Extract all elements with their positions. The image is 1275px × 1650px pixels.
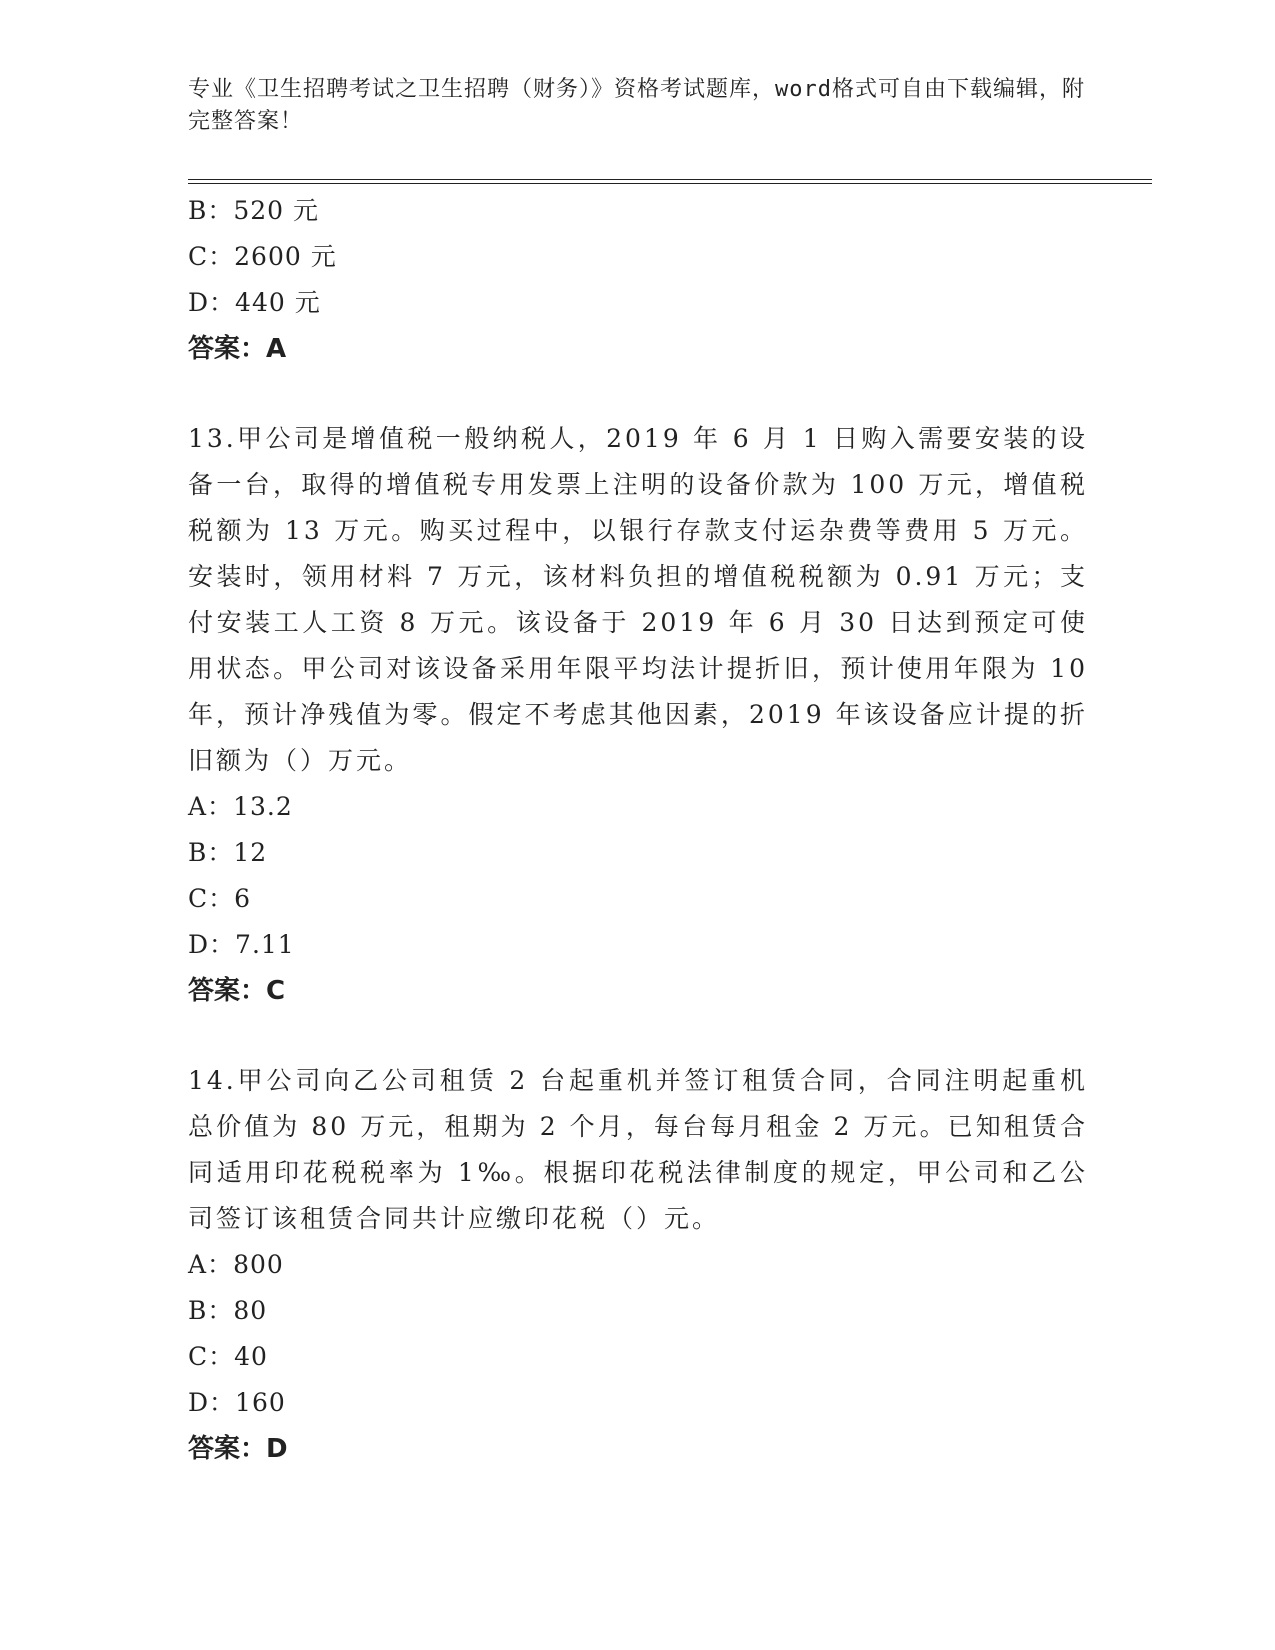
option-a xyxy=(188,784,1088,830)
option-text: 80 xyxy=(233,1296,268,1325)
option-letter: D： xyxy=(188,930,236,959)
option-letter: C： xyxy=(188,1342,235,1371)
answer-line: 答案：D xyxy=(188,1434,288,1464)
question-text: 14.甲公司向乙公司租赁 2 台起重机并签订租赁合同，合同注明起重机总价值为 80 万元，租期为 2 个月，每台每月租金 2 万元。已知租赁合同适用印花税税率为 1‰。根据印花税法律制度的规定，甲公司和乙公司签订该租赁合同共计应缴印花税（）元。 xyxy=(188,1066,1088,1233)
option-text: 40 xyxy=(234,1342,268,1371)
question-text: 13.甲公司是增值税一般纳税人，2019 年 6 月 1 日购入需要安装的设备一台，取得的增值税专用发票上注明的设备价款为 100 万元，增值税税额为 13 万元。购买过程中，以银行存款支付运杂费等费用 5 万元。安装时，领用材料 7 万元，该材料负担的增值税税额为 0.91 万元；支付安装工人工资 8 万元。该设备于 2019 年 6 月 30 日达到预定可使用状态。甲公司对该设备采用年限平均法计提折旧，预计使用年限为 10 年，预计净残值为零。假定不考虑其他因素，2019 年该设备应计提的折旧额为（）万元。 xyxy=(188,424,1088,775)
answer-line: 答案：A xyxy=(188,334,287,364)
option-letter: D： xyxy=(188,1388,236,1417)
option-letter: A： xyxy=(188,1250,234,1279)
option-letter: B： xyxy=(188,196,234,225)
option-c xyxy=(188,876,1088,922)
question-14 xyxy=(188,1058,1088,1472)
option-b xyxy=(188,1288,1088,1334)
question-13 xyxy=(188,416,1088,1014)
option-letter: C： xyxy=(188,242,235,271)
option-c xyxy=(188,234,1088,280)
header-divider-top xyxy=(188,179,1152,180)
spacer xyxy=(188,1014,1088,1058)
option-d xyxy=(188,922,1088,968)
document-header: 专业《卫生招聘考试之卫生招聘（财务）》资格考试题库，word格式可自由下载编辑，附完整答案！ xyxy=(188,77,1085,134)
spacer xyxy=(188,372,1088,416)
option-letter: B： xyxy=(188,1296,234,1325)
prev-question-tail xyxy=(188,188,1088,372)
option-letter: C： xyxy=(188,884,235,913)
option-text: 2600 元 xyxy=(234,242,337,271)
option-text: 7.11 xyxy=(235,930,295,959)
option-letter: D： xyxy=(188,288,236,317)
option-text: 6 xyxy=(234,884,252,913)
option-text: 12 xyxy=(233,838,268,867)
option-d xyxy=(188,1380,1088,1426)
option-b xyxy=(188,830,1088,876)
option-text: 160 xyxy=(235,1388,286,1417)
answer-line: 答案：C xyxy=(188,976,286,1006)
option-text: 800 xyxy=(233,1250,284,1279)
option-letter: B： xyxy=(188,838,234,867)
option-text: 13.2 xyxy=(233,792,293,821)
option-letter: A： xyxy=(188,792,234,821)
option-b xyxy=(188,188,1088,234)
option-c xyxy=(188,1334,1088,1380)
document-body xyxy=(188,188,1088,1472)
option-text: 440 元 xyxy=(235,288,321,317)
header-divider-bottom xyxy=(188,183,1152,184)
option-text: 520 元 xyxy=(233,196,320,225)
option-d xyxy=(188,280,1088,326)
option-a xyxy=(188,1242,1088,1288)
